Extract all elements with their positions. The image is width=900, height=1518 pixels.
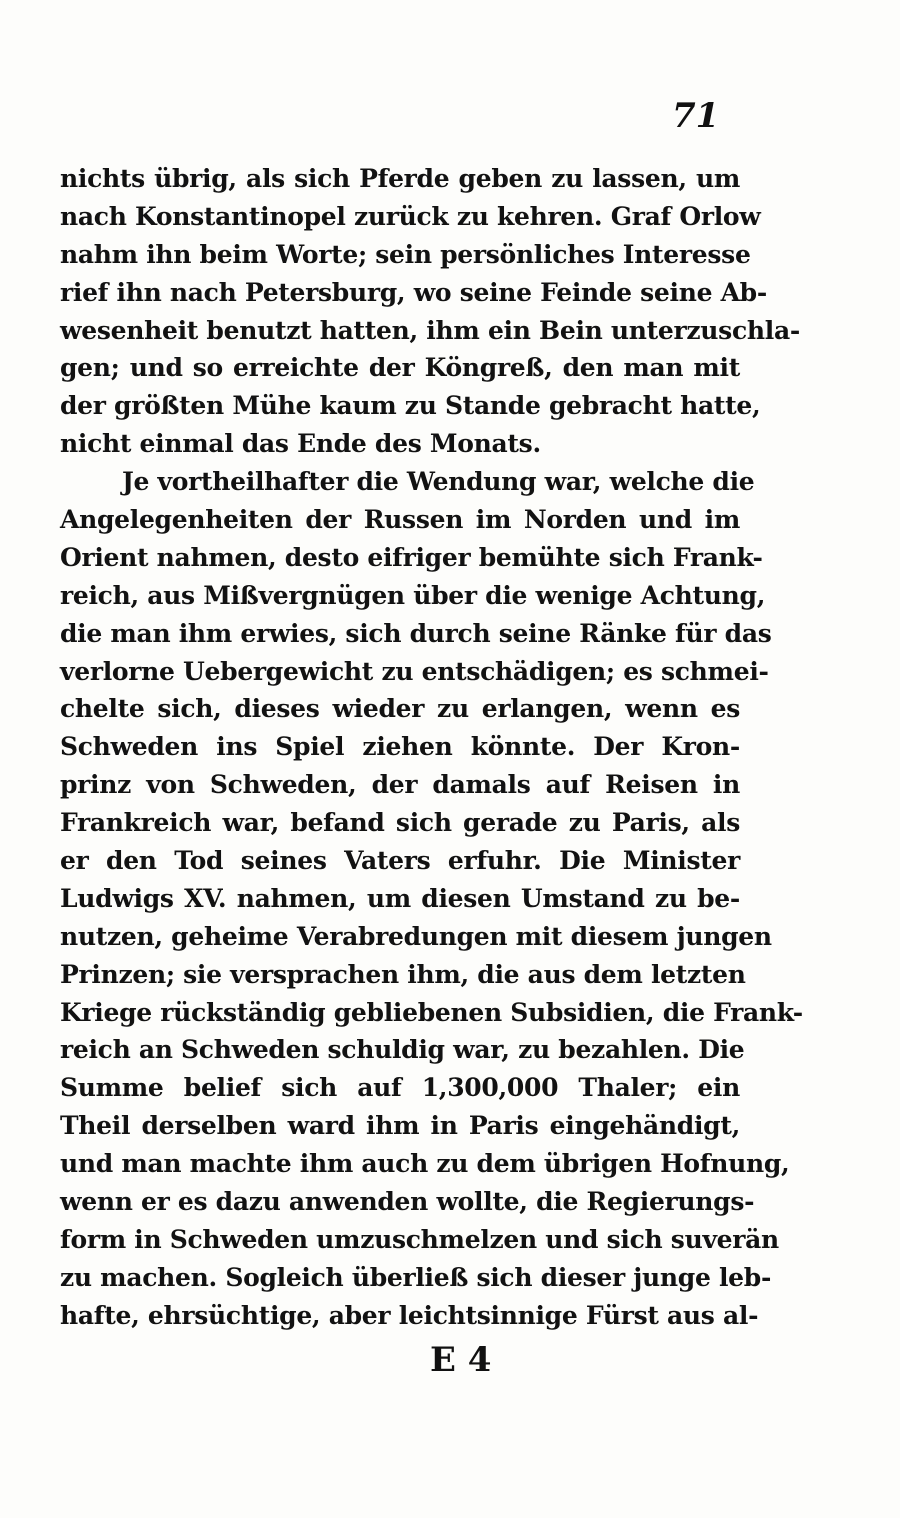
- text-line: Theil derselben ward ihm in Paris eingehändigt,: [60, 1111, 740, 1141]
- text-line: form in Schweden umzuschmelzen und sich suverän: [60, 1224, 779, 1254]
- paragraph-end-line: nicht einmal das Ende des Monats.: [60, 429, 541, 459]
- text-line: hafte, ehrsüchtige, aber leichtsinnige Fürst aus al-: [60, 1300, 759, 1330]
- body-text: [60, 160, 803, 1335]
- text-line: er den Tod seines Vaters erfuhr. Die Minister: [60, 846, 740, 876]
- text-line: Schweden ins Spiel ziehen könnte. Der Kron-: [60, 732, 740, 762]
- text-line: nach Konstantinopel zurück zu kehren. Graf Orlow: [60, 201, 761, 231]
- text-line: zu machen. Sogleich überließ sich dieser junge leb-: [60, 1262, 772, 1292]
- text-line: Kriege rückständig gebliebenen Subsidien, die Frank-: [60, 997, 803, 1027]
- signature-mark: E 4: [430, 1340, 492, 1380]
- text-line: Angelegenheiten der Russen im Norden und im: [60, 505, 740, 535]
- text-line: nutzen, geheime Verabredungen mit diesem jungen: [60, 921, 772, 951]
- text-line: wesenheit benutzt hatten, ihm ein Bein unterzuschla-: [60, 315, 800, 345]
- text-line: nahm ihn beim Worte; sein persönliches Interesse: [60, 239, 751, 269]
- text-line: chelte sich, dieses wieder zu erlangen, wenn es: [60, 694, 740, 724]
- text-line: Orient nahmen, desto eifriger bemühte sich Frank-: [60, 542, 763, 572]
- page-number: 71: [672, 96, 720, 136]
- text-line: verlorne Uebergewicht zu entschädigen; es schmei-: [60, 656, 769, 686]
- text-line: Frankreich war, befand sich gerade zu Paris, als: [60, 808, 740, 838]
- text-line: gen; und so erreichte der Köngreß, den man mit: [60, 353, 740, 383]
- paragraph-start-line: Je vortheilhafter die Wendung war, welche die: [122, 467, 755, 497]
- text-line: prinz von Schweden, der damals auf Reisen in: [60, 770, 740, 800]
- text-line: Prinzen; sie versprachen ihm, die aus dem letzten: [60, 959, 746, 989]
- text-line: der größten Mühe kaum zu Stande gebracht hatte,: [60, 391, 761, 421]
- text-line: reich, aus Mißvergnügen über die wenige Achtung,: [60, 580, 766, 610]
- text-line: reich an Schweden schuldig war, zu bezahlen. Die: [60, 1035, 745, 1065]
- text-line: wenn er es dazu anwenden wollte, die Regierungs-: [60, 1187, 755, 1217]
- text-line: und man machte ihm auch zu dem übrigen Hofnung,: [60, 1149, 790, 1179]
- text-line: Summe belief sich auf 1,300,000 Thaler; ein: [60, 1073, 740, 1103]
- text-line: Ludwigs XV. nahmen, um diesen Umstand zu be-: [60, 883, 740, 913]
- text-line: die man ihm erwies, sich durch seine Ränke für das: [60, 618, 772, 648]
- text-line: rief ihn nach Petersburg, wo seine Feinde seine Ab-: [60, 277, 767, 307]
- text-line: nichts übrig, als sich Pferde geben zu lassen, um: [60, 164, 740, 193]
